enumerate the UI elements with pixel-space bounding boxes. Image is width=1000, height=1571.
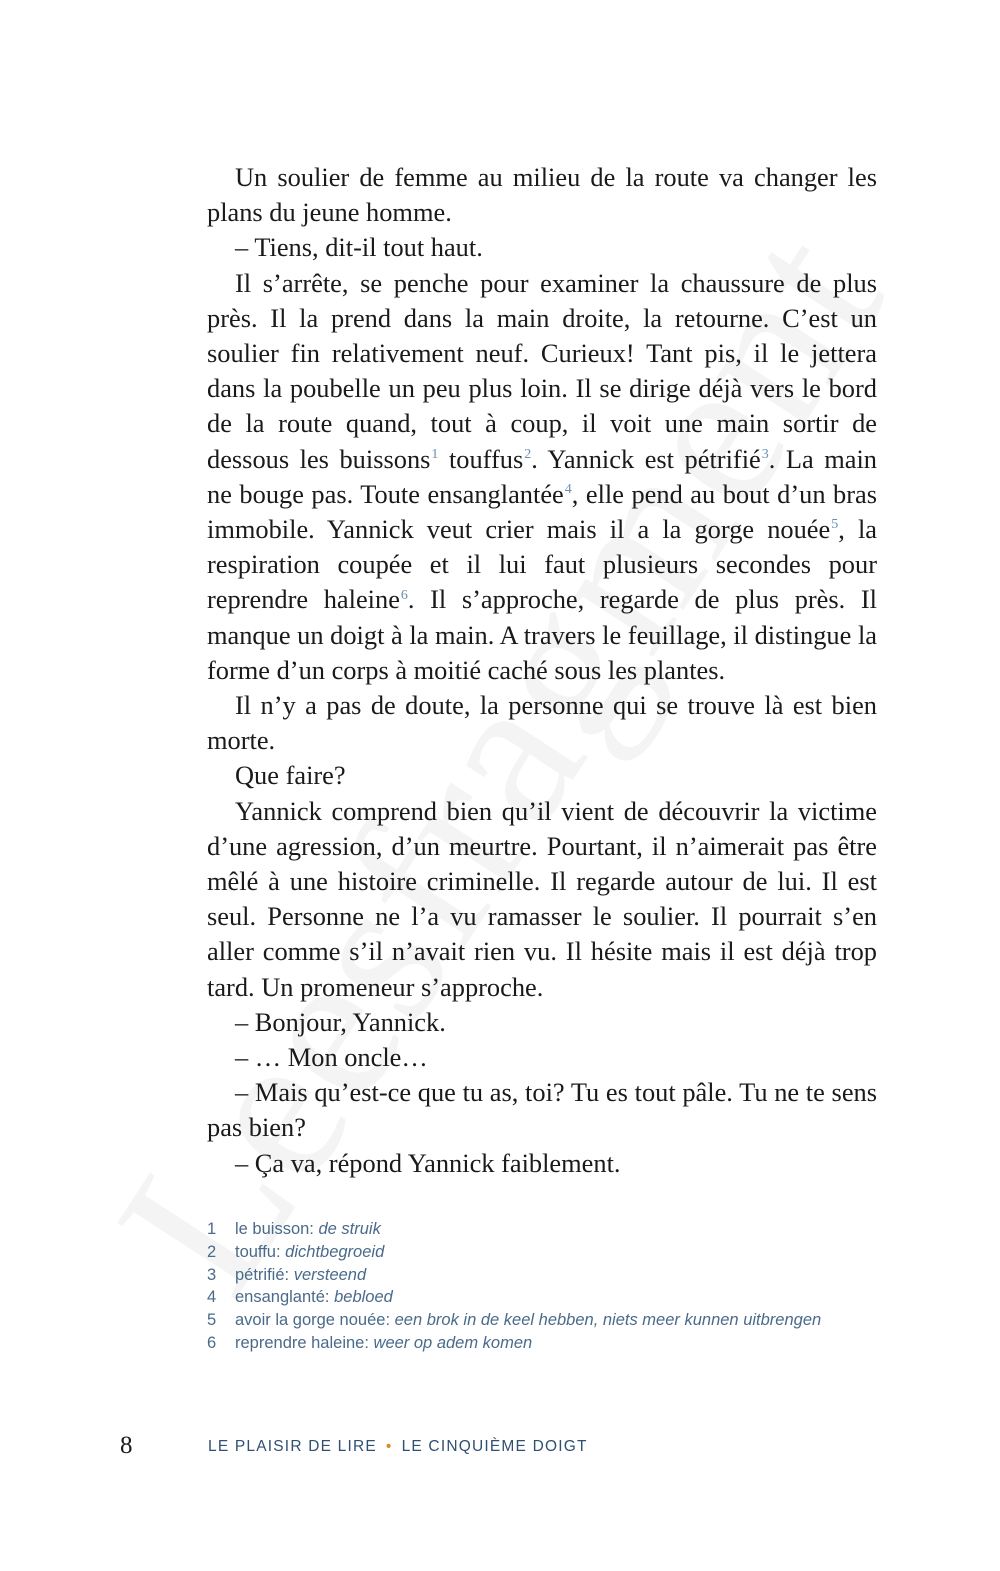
bullet-separator: • bbox=[385, 1438, 393, 1455]
dialogue-line: – Tiens, dit-il tout haut. bbox=[235, 232, 483, 263]
footnote: 2 touffu: dichtbegroeid bbox=[207, 1242, 385, 1261]
dialogue-line: – Mais qu’est-ce que tu as, toi? Tu es tout pâle. Tu ne te sens pas bien? bbox=[207, 1077, 877, 1143]
footnote-mark: 2 bbox=[524, 446, 532, 462]
page-number: 8 bbox=[120, 1432, 133, 1459]
running-head bbox=[208, 1438, 588, 1456]
book-title: LE CINQUIÈME DOIGT bbox=[401, 1438, 588, 1455]
page-footer bbox=[120, 1432, 820, 1462]
footnote-mark: 5 bbox=[831, 517, 839, 533]
series-name: LE PLAISIR DE LIRE bbox=[208, 1438, 377, 1455]
dialogue-line: – Bonjour, Yannick. bbox=[235, 1006, 446, 1037]
footnote: 6 reprendre haleine: weer op adem komen bbox=[207, 1333, 533, 1352]
footnote: 5 avoir la gorge nouée: een brok in de keel hebben, niets meer kunnen uitbrengen bbox=[207, 1311, 822, 1330]
paragraph: Il s’arrête, se penche pour examiner la chaussure de plus près. Il la prend dans la main droite, la retourne. C’est un soulier fin relativement neuf. Curieux! Tant pis, il le jettera dans la poubelle un peu plus loin. Il se dirige déjà vers le bord de la route quand, tout à coup, il voit une main sortir de dessous les buissons$^1$ touffus$^2$. Yannick est pétrifié$^3$. La main ne bouge pas. Toute ensanglantée$^4$, elle pend au bout d’un bras immobile. Yannick veut crier mais il a la gorge nouée$^5$, la respiration coupée et il lui faut plusieurs secondes pour reprendre haleine$^6$. Il s’approche, regarde de plus près. Il manque un doigt à la main. A travers le feuillage, il distingue la forme d’un corps à moitié caché sous les plantes. bbox=[207, 267, 878, 685]
footnote: 3 pétrifié: versteend bbox=[207, 1265, 367, 1284]
footnote-mark: 1 bbox=[431, 446, 439, 462]
body-text bbox=[207, 160, 877, 1181]
dialogue-line: – … Mon oncle… bbox=[235, 1042, 428, 1073]
dialogue-line: – Ça va, répond Yannick faiblement. bbox=[235, 1147, 621, 1178]
paragraph: Un soulier de femme au milieu de la route va changer les plans du jeune homme. bbox=[207, 162, 877, 228]
paragraph: Yannick comprend bien qu’il vient de découvrir la victime d’une agression, d’un meurtre. Pourtant, il n’aimerait pas être mêlé à une histoire criminelle. Il regarde autour de lui. Il est seul. Personne ne l’a vu ramasser le soulier. Il pourrait s’en aller comme s’il n’avait rien vu. Il hésite mais il est déjà trop tard. Un promeneur s’approche. bbox=[207, 795, 877, 1002]
footnote-mark: 3 bbox=[761, 446, 769, 462]
footnotes bbox=[207, 1218, 927, 1355]
footnote-mark: 4 bbox=[564, 482, 572, 498]
footnote-mark: 6 bbox=[400, 587, 408, 603]
paragraph: Il n’y a pas de doute, la personne qui se trouve là est bien morte. bbox=[207, 690, 877, 756]
paragraph: Que faire? bbox=[235, 760, 346, 791]
footnote: 1 le buisson: de struik bbox=[207, 1220, 381, 1238]
footnote: 4 ensanglanté: bebloed bbox=[207, 1288, 393, 1307]
